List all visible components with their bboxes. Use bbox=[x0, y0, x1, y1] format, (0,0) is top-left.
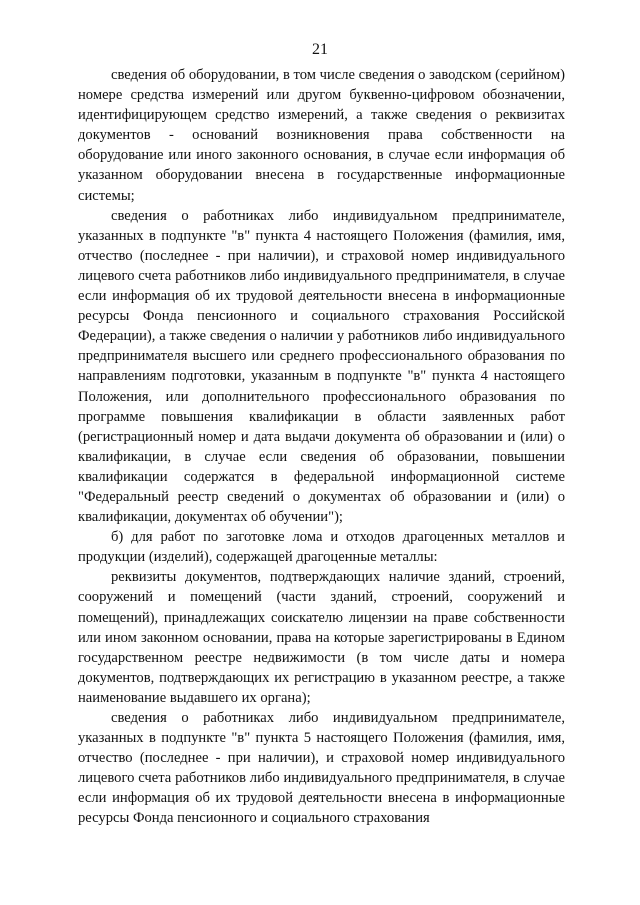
page-number: 21 bbox=[312, 41, 328, 58]
paragraph-premises-documents: реквизиты документов, подтверждающих наличие зданий, строений, сооружений и помещений (части зданий, строений, сооружений и помещений), принадлежащих соискателю лицензии на праве собственности или ином законном основании, права на которые зарегистрированы в Едином государственном реестре недвижимости (в том числе даты и номера документов, подтверждающих их регистрацию в указанном реестре, а также наименование выдавшего их органа); bbox=[78, 569, 565, 706]
paragraph-employees-info: сведения о работниках либо индивидуальном предпринимателе, указанных в подпункте "в" пункта 4 настоящего Положения (фамилия, имя, отчество (последнее - при наличии), и страховой номер индивидуального лицевого счета работников либо индивидуального предпринимателя, в случае если информация об их трудовой деятельности внесена в информационные ресурсы Фонда пенсионного и социального страхования Российской Федерации), а также сведения о наличии у работников либо индивидуального предпринимателя высшего или среднего профессионального образования по направлениям подготовки, указанным в подпункте "в" пункта 4 настоящего Положения, или дополнительного профессионального образования по программе повышения квалификации в области заявленных работ (регистрационный номер и дата выдачи документа об образовании и (или) о квалификации, в случае если сведения об образовании, повышении квалификации содержатся в федеральной информационной системе "Федеральный реестр сведений о документах об образовании и (или) о квалификации, документах об обучении"); bbox=[78, 207, 565, 526]
paragraph-employees-info-2: сведения о работниках либо индивидуальном предпринимателе, указанных в подпункте "в" пункта 5 настоящего Положения (фамилия, имя, отчество (последнее - при наличии), и страховой номер индивидуального лицевого счета работников либо индивидуального предпринимателя, в случае если информация об их трудовой деятельности внесена в информационные ресурсы Фонда пенсионного и социального страхования bbox=[78, 710, 565, 827]
paragraph-equipment-info: сведения об оборудовании, в том числе сведения о заводском (серийном) номере средства измерений или другом буквенно-цифровом обозначении, идентифицирующем средство измерений, а также сведения о реквизитах документов - оснований возникновения права собственности на оборудование или иного законного основания, в случае если информация об указанном оборудовании внесена в государственные информационные системы; bbox=[78, 67, 565, 204]
paragraph-scrap-works-heading: б) для работ по заготовке лома и отходов драгоценных металлов и продукции (изделий), содержащей драгоценные металлы: bbox=[78, 529, 565, 566]
document-body bbox=[78, 65, 565, 829]
